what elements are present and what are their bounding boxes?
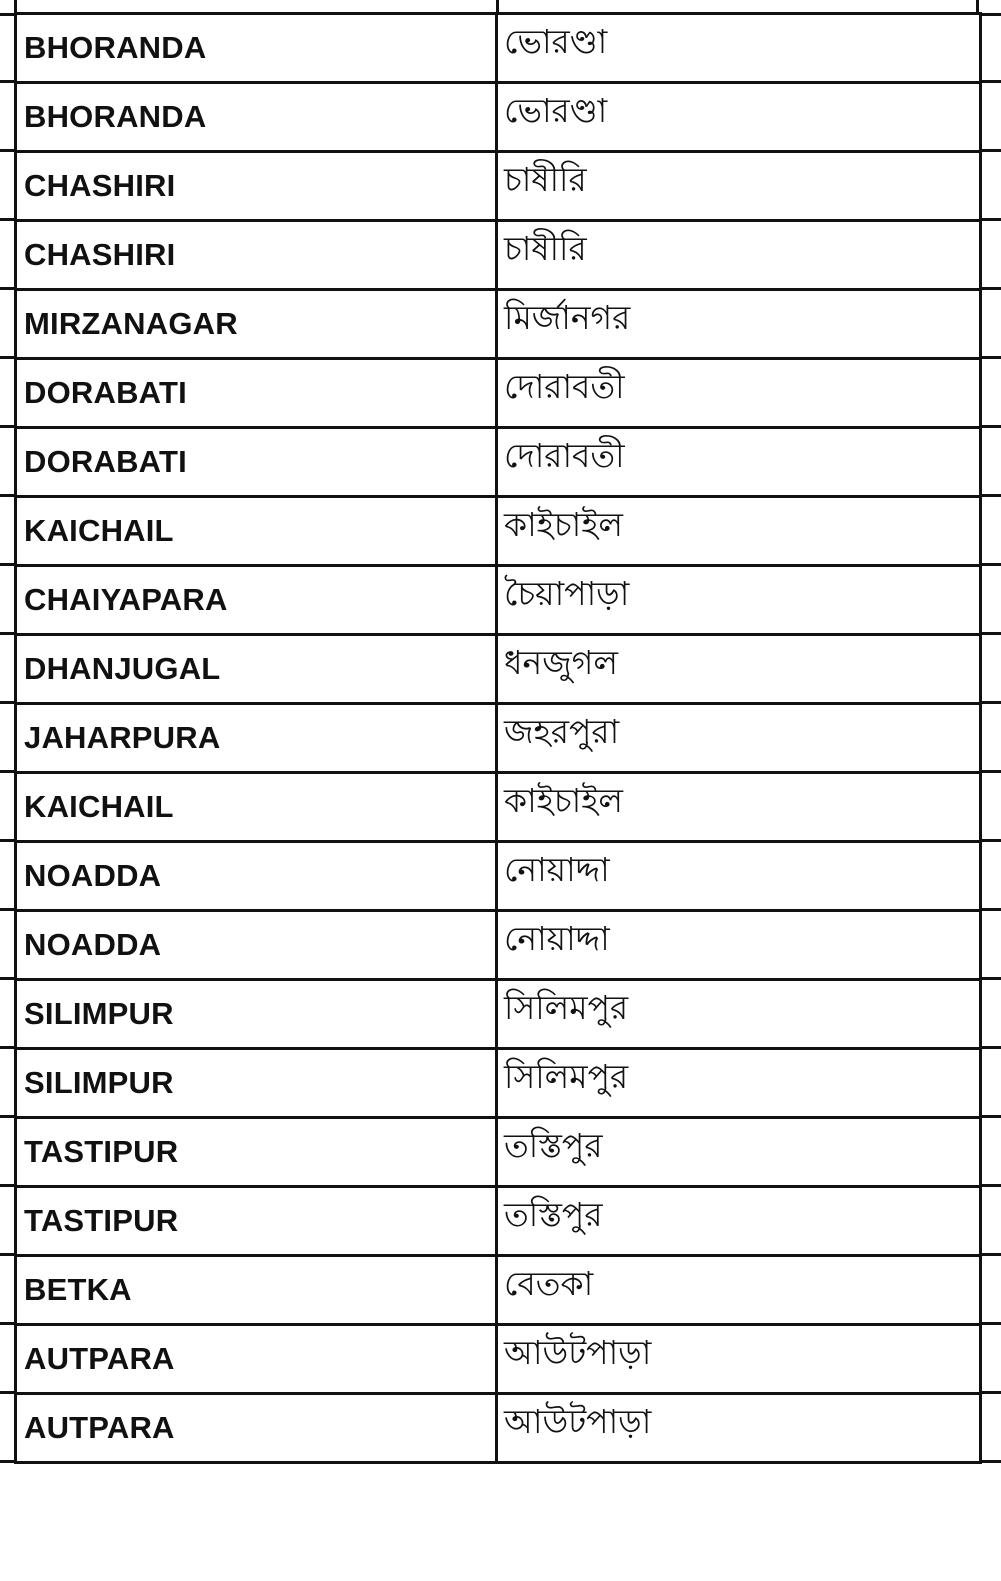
bengali-name-cell: কাইচাইল xyxy=(497,773,981,842)
left-column-rule xyxy=(0,1460,14,1463)
bengali-name-cell: মির্জানগর xyxy=(497,290,981,359)
right-column-rule xyxy=(979,563,1001,566)
table-row xyxy=(16,14,981,83)
table-row xyxy=(16,635,981,704)
table-row xyxy=(16,1049,981,1118)
right-column-rule xyxy=(979,494,1001,497)
left-column-rule xyxy=(0,13,14,16)
table-row xyxy=(16,428,981,497)
bengali-name-cell: সিলিমপুর xyxy=(497,980,981,1049)
left-column-rule xyxy=(0,839,14,842)
left-column-rule xyxy=(0,1322,14,1325)
table-row xyxy=(16,1118,981,1187)
english-name-cell: NOADDA xyxy=(16,911,497,980)
left-column-rule xyxy=(0,80,14,83)
bengali-name-cell: দোরাবতী xyxy=(497,359,981,428)
table-row xyxy=(16,842,981,911)
right-column-rule xyxy=(979,80,1001,83)
table-row xyxy=(16,83,981,152)
right-column-rule xyxy=(979,908,1001,911)
left-column-rule xyxy=(0,1391,14,1394)
table-row xyxy=(16,773,981,842)
bengali-name-cell: চাষীরি xyxy=(497,221,981,290)
right-column-rule xyxy=(979,977,1001,980)
english-name-cell: AUTPARA xyxy=(16,1394,497,1463)
english-name-cell: BHORANDA xyxy=(16,83,497,152)
english-name-cell: SILIMPUR xyxy=(16,980,497,1049)
table-row xyxy=(16,152,981,221)
left-column-rule xyxy=(0,701,14,704)
right-column-rule xyxy=(979,839,1001,842)
right-column-rule xyxy=(979,770,1001,773)
bengali-name-cell: সিলিমপুর xyxy=(497,1049,981,1118)
right-column-rule xyxy=(979,1253,1001,1256)
bengali-name-cell: নোয়াদ্দা xyxy=(497,911,981,980)
table-row xyxy=(16,1256,981,1325)
bengali-name-cell: নোয়াদ্দা xyxy=(497,842,981,911)
column-divider xyxy=(496,0,499,12)
english-name-cell: BHORANDA xyxy=(16,14,497,83)
left-column-rule xyxy=(0,149,14,152)
english-name-cell: CHASHIRI xyxy=(16,152,497,221)
left-column-rule xyxy=(0,494,14,497)
table-row xyxy=(16,290,981,359)
left-column-rule xyxy=(0,770,14,773)
left-column-rule xyxy=(0,425,14,428)
table-row xyxy=(16,1394,981,1463)
table-row xyxy=(16,221,981,290)
bengali-name-cell: কাইচাইল xyxy=(497,497,981,566)
english-name-cell: BETKA xyxy=(16,1256,497,1325)
right-column-rule xyxy=(979,1460,1001,1463)
right-column-rule xyxy=(979,13,1001,16)
right-column-rule xyxy=(979,1046,1001,1049)
left-column-rule xyxy=(0,1253,14,1256)
right-column-rule xyxy=(979,1184,1001,1187)
left-column-rule xyxy=(0,1115,14,1118)
english-name-cell: TASTIPUR xyxy=(16,1118,497,1187)
left-column-rule xyxy=(0,563,14,566)
right-column-rule xyxy=(979,356,1001,359)
left-column-rule xyxy=(0,218,14,221)
table-row xyxy=(16,1187,981,1256)
right-column-rule xyxy=(979,701,1001,704)
english-name-cell: SILIMPUR xyxy=(16,1049,497,1118)
english-name-cell: MIRZANAGAR xyxy=(16,290,497,359)
bengali-name-cell: জহরপুরা xyxy=(497,704,981,773)
right-column-rule xyxy=(979,632,1001,635)
table-row xyxy=(16,359,981,428)
english-name-cell: CHASHIRI xyxy=(16,221,497,290)
english-name-cell: AUTPARA xyxy=(16,1325,497,1394)
village-name-table xyxy=(14,12,982,1464)
previous-row-fragment xyxy=(14,0,979,12)
table-row xyxy=(16,1325,981,1394)
bengali-name-cell: বেতকা xyxy=(497,1256,981,1325)
bengali-name-cell: ভোরণ্ডা xyxy=(497,14,981,83)
left-column-rule xyxy=(0,908,14,911)
english-name-cell: KAICHAIL xyxy=(16,497,497,566)
english-name-cell: DHANJUGAL xyxy=(16,635,497,704)
bengali-name-cell: ভোরণ্ডা xyxy=(497,83,981,152)
english-name-cell: CHAIYAPARA xyxy=(16,566,497,635)
left-column-rule xyxy=(0,977,14,980)
bengali-name-cell: দোরাবতী xyxy=(497,428,981,497)
table-row xyxy=(16,980,981,1049)
bengali-name-cell: আউটপাড়া xyxy=(497,1394,981,1463)
right-column-rule xyxy=(979,425,1001,428)
table-row xyxy=(16,911,981,980)
table-body xyxy=(16,14,981,1463)
bengali-name-cell: আউটপাড়া xyxy=(497,1325,981,1394)
right-column-rule xyxy=(979,149,1001,152)
english-name-cell: JAHARPURA xyxy=(16,704,497,773)
right-column-rule xyxy=(979,1322,1001,1325)
bengali-name-cell: তস্তিপুর xyxy=(497,1118,981,1187)
table-row xyxy=(16,497,981,566)
left-column-rule xyxy=(0,1184,14,1187)
left-column-rule xyxy=(0,1046,14,1049)
english-name-cell: DORABATI xyxy=(16,359,497,428)
table-row xyxy=(16,566,981,635)
table-row xyxy=(16,704,981,773)
english-name-cell: NOADDA xyxy=(16,842,497,911)
right-column-rule xyxy=(979,218,1001,221)
english-name-cell: TASTIPUR xyxy=(16,1187,497,1256)
right-column-rule xyxy=(979,287,1001,290)
bengali-name-cell: চৈয়াপাড়া xyxy=(497,566,981,635)
right-column-rule xyxy=(979,1391,1001,1394)
bengali-name-cell: তস্তিপুর xyxy=(497,1187,981,1256)
english-name-cell: KAICHAIL xyxy=(16,773,497,842)
bengali-name-cell: চাষীরি xyxy=(497,152,981,221)
left-column-rule xyxy=(0,287,14,290)
bengali-name-cell: ধনজুগল xyxy=(497,635,981,704)
right-column-rule xyxy=(979,1115,1001,1118)
left-column-rule xyxy=(0,632,14,635)
left-column-rule xyxy=(0,356,14,359)
english-name-cell: DORABATI xyxy=(16,428,497,497)
